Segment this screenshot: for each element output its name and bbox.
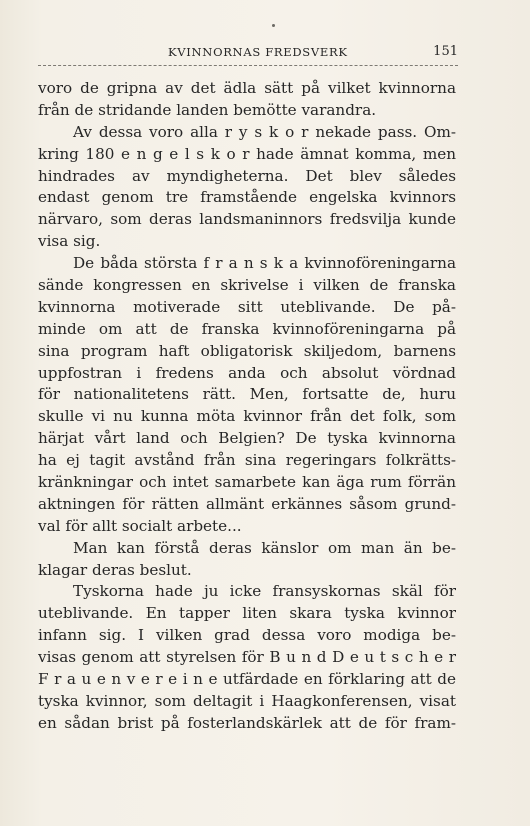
text-line: F r a u e n v e r e i n e utfärdade en förklaring att de [38, 670, 456, 689]
text-line: infann sig. I vilken grad dessa voro modiga be- [38, 626, 456, 645]
text-line: en sådan brist på fosterlandskärlek att de för fram- [38, 713, 456, 732]
text-line: härjat vårt land och Belgien? De tyska kvinnorna [38, 429, 456, 448]
text-line: ha ej tagit avstånd från sina regeringars folkrätts- [38, 451, 456, 470]
text-line: Av dessa voro alla r y s k o r nekade pass. Om- [73, 122, 456, 141]
text-line: kränkningar och intet samarbete kan äga rum förrän [38, 473, 456, 492]
text-line: Tyskorna hade ju icke fransyskornas skäl för [73, 582, 456, 601]
text-line: hindrades av myndigheterna. Det blev således [38, 166, 456, 185]
text-line: för nationalitetens rätt. Men, fortsatte de, huru [38, 385, 456, 404]
text-line: uteblivande. En tapper liten skara tyska kvinnor [38, 604, 456, 623]
text-line: endast genom tre framstående engelska kvinnors [38, 188, 456, 207]
text-line: val för allt socialt arbete... [38, 516, 242, 535]
text-line: närvaro, som deras landsmaninnors fredsvilja kunde [38, 210, 456, 229]
text-line: kring 180 e n g e l s k o r hade ämnat komma, men [38, 144, 456, 163]
header-rule [38, 65, 458, 66]
text-line: sände kongressen en skrivelse i vilken de franska [38, 276, 456, 295]
text-line: visa sig. [38, 232, 101, 251]
text-line: voro de gripna av det ädla sätt på vilket kvinnorna [38, 79, 456, 97]
text-line: visas genom att styrelsen för B u n d D e u t s c h e r [38, 648, 456, 667]
running-head: KVINNORNAS FREDSVERK [168, 45, 348, 59]
text-line: klagar deras beslut. [38, 560, 192, 579]
print-speck [272, 24, 275, 27]
text-line: De båda största f r a n s k a kvinnoföreningarna [73, 254, 456, 273]
text-line: skulle vi nu kunna möta kvinnor från det folk, som [38, 407, 456, 426]
text-line: minde om att de franska kvinnoföreningarna på [38, 319, 456, 338]
text-line: aktningen för rätten allmänt erkännes såsom grund- [38, 494, 456, 513]
text-line: tyska kvinnor, som deltagit i Haagkonferensen, visat [38, 691, 456, 710]
page-header [38, 45, 458, 65]
text-line: kvinnorna motiverade sitt uteblivande. De på- [38, 297, 456, 316]
text-line: Man kan förstå deras känslor om man än be- [73, 538, 456, 557]
text-line: sina program haft obligatorisk skiljedom, barnens [38, 341, 456, 360]
text-line: från de stridande landen bemötte varandra. [38, 100, 377, 119]
body-text [38, 78, 456, 735]
page-number: 151 [433, 44, 458, 59]
text-line: uppfostran i fredens anda och absolut vördnad [38, 363, 456, 382]
